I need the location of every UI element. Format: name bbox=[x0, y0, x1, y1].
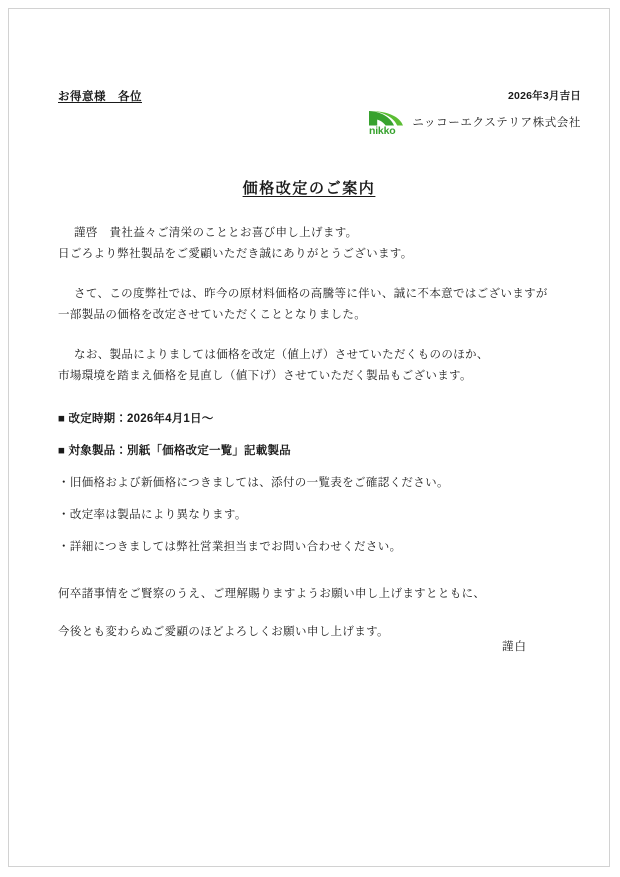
notes-list bbox=[58, 411, 568, 555]
paragraph-line: 市場環境を踏まえ価格を見直し（値下げ）させていただく製品もございます。 bbox=[58, 370, 472, 382]
page-title bbox=[9, 177, 609, 198]
paragraph-line: さて、この度弊社では、昨今の原材料価格の高騰等に伴い、誠に不本意ではございますが bbox=[74, 288, 548, 300]
note-item-price-list: ・旧価格および新価格につきましては、添付の一覧表をご確認ください。 bbox=[58, 477, 449, 489]
signoff: 謹白 bbox=[502, 641, 527, 653]
closing-line: 今後とも変わらぬご愛顧のほどよろしくお願い申し上げます。 bbox=[58, 626, 389, 638]
company-name: ニッコーエクステリア株式会社 bbox=[412, 116, 581, 129]
page-title-text: 価格改定のご案内 bbox=[242, 180, 376, 197]
document-header bbox=[9, 9, 609, 149]
note-item-revision-rate: ・改定率は製品により異なります。 bbox=[58, 509, 247, 521]
note-item-revision-date: ■ 改定時期：2026年4月1日〜 bbox=[58, 413, 214, 425]
document-body bbox=[58, 223, 568, 661]
note-item-contact: ・詳細につきましては弊社営業担当までお問い合わせください。 bbox=[58, 541, 402, 553]
paragraph-line: なお、製品によりましては価格を改定（値上げ）させていただくもののほか、 bbox=[74, 349, 489, 361]
closing-line: 何卒諸事情をご賢察のうえ、ご理解賜りますようお願い申し上げますとともに、 bbox=[58, 588, 486, 600]
paragraph-line: 謹啓 貴社益々ご清栄のこととお喜び申し上げます。 bbox=[74, 227, 358, 239]
company-identity bbox=[251, 110, 581, 135]
svg-text:nikko: nikko bbox=[369, 125, 396, 135]
addressee-line: お得意様 各位 bbox=[58, 91, 142, 103]
sender-block bbox=[251, 89, 581, 135]
paragraph-greeting bbox=[58, 223, 568, 265]
paragraph-line: 日ごろより弊社製品をご愛顧いただき誠にありがとうございます。 bbox=[58, 248, 413, 260]
nikko-logo-icon bbox=[368, 110, 404, 135]
paragraph-announcement bbox=[58, 284, 568, 326]
document-date: 2026年3月吉日 bbox=[508, 90, 581, 102]
note-item-target-products: ■ 対象製品：別紙「価格改定一覧」記載製品 bbox=[58, 445, 291, 457]
paragraph-detail bbox=[58, 345, 568, 387]
document-page bbox=[8, 8, 610, 867]
closing-paragraph bbox=[58, 585, 568, 642]
paragraph-line: 一部製品の価格を改定させていただくこととなりました。 bbox=[58, 309, 367, 321]
